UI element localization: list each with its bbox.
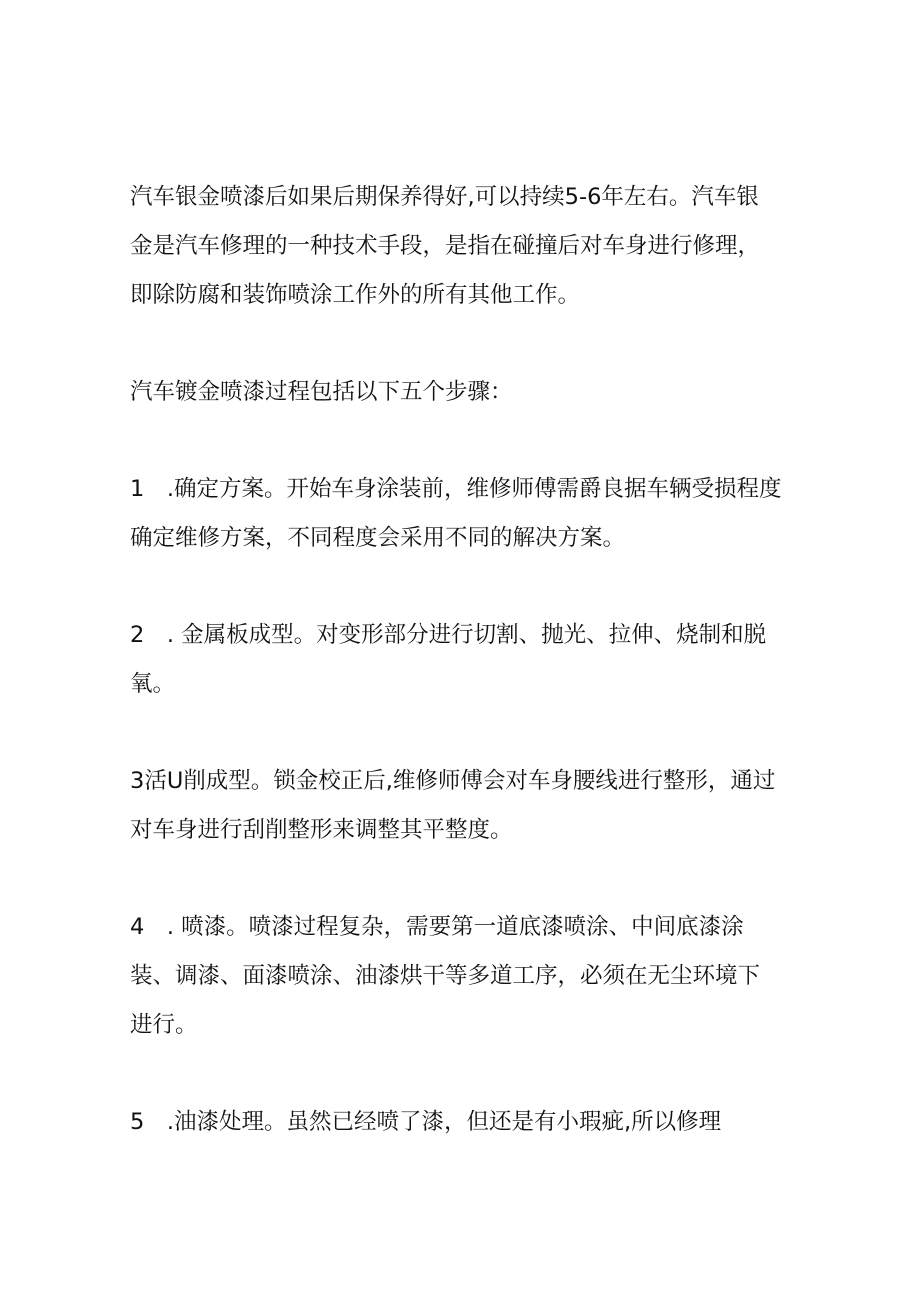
paragraph-step-2	[130, 611, 800, 709]
text-line: 即除防腐和装饰喷涂工作外的所有其他工作。	[130, 282, 581, 308]
text-line: 2 . 金属板成型。对变形部分进行切割、抛光、拉伸、烧制和脱	[130, 622, 767, 648]
text-line: 1 .确定方案。开始车身涂装前，维修师傅需爵良据车辆受损程度	[130, 476, 782, 502]
text-line: 确定维修方案，不同程度会采用不同的解决方案。	[130, 525, 626, 551]
text-line: 金是汽车修理的一种技术手段，是指在碰撞后对车身进行修理，	[130, 233, 761, 259]
paragraph-step-4	[130, 903, 800, 1050]
text-line: 氧。	[130, 671, 176, 697]
text-line: 装、调漆、面漆喷涂、油漆烘干等多道工序，必须在无尘环境下	[130, 963, 761, 989]
paragraph-step-5	[130, 1098, 800, 1147]
text-line: 5 .油漆处理。虽然已经喷了漆，但还是有小瑕疵,所以修理	[130, 1109, 722, 1135]
paragraph-step-1	[130, 465, 800, 563]
paragraph-steps-intro	[130, 368, 800, 417]
text-line: 汽车镀金喷漆过程包括以下五个步骤：	[130, 379, 513, 405]
paragraph-intro	[130, 173, 800, 320]
text-line: 3活U削成型。锁金校正后,维修师傅会对车身腰线进行整形，通过	[130, 768, 776, 794]
text-line: 进行。	[130, 1012, 198, 1038]
paragraph-step-3	[130, 757, 800, 855]
text-line: 4 . 喷漆。喷漆过程复杂，需要第一道底漆喷涂、中间底漆涂	[130, 914, 744, 940]
text-line: 对车身进行刮削整形来调整其平整度。	[130, 817, 513, 843]
text-line: 汽车银金喷漆后如果后期保养得好,可以持续5-6年左右。汽车银	[130, 184, 759, 210]
document-body	[130, 173, 800, 1195]
